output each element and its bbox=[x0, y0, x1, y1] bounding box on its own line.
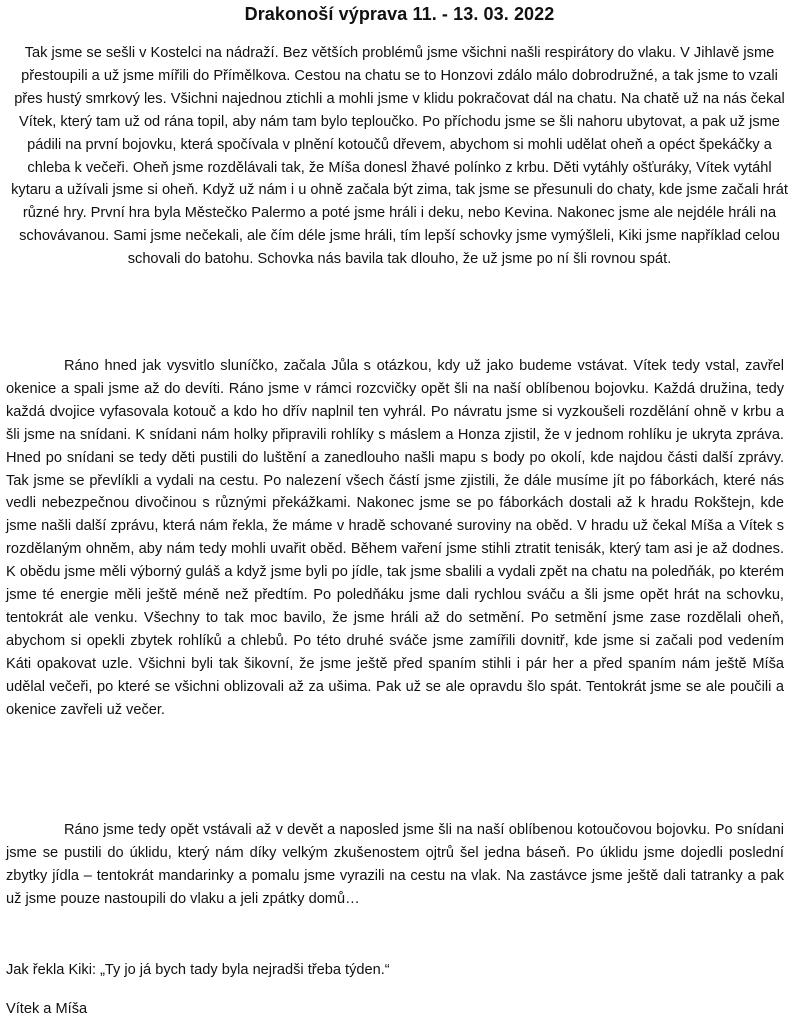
paragraph-departure: Ráno jsme tedy opět vstávali až v devět a naposled jsme šli na naší oblíbenou kotoučovou bojovku. Po snídani jsme se pustili do úklidu, který nám díky velkým zkušenostem ojtrů šel jedna báseň. Po úklidu jsme dojedli poslední zbytky jídla – tentokrát mandarinky a pomalu jsme vyrazili na cestu na vlak. Na zastávce jsme ještě dali tatranky a pak už jsme pouze nastoupili do vlaku a jeli zpátky domů… bbox=[6, 822, 784, 907]
signature: Vítek a Míša bbox=[6, 1001, 88, 1017]
document-title: Drakonoší výprava 11. - 13. 03. 2022 bbox=[244, 4, 555, 24]
paragraph-arrival: Tak jsme se sešli v Kostelci na nádraží. Bez větších problémů jsme všichni našli respirátory do vlaku. V Jihlavě jsme přestoupili a už jsme mířili do Přímělkova. Cestou na chatu se to Honzovi zdálo málo dobrodružné, a tak jsme to vzali přes hustý smrkový les. Všichni najednou ztichli a mohli jsme v klidu pokračovat dál na chatu. Na chatě už na nás čekal Vítek, který tam už od rána topil, aby nám tam bylo teploučko. Po příchodu jsme se šli nahoru ubytovat, a pak už jsme pádili na první bojovku, která spočívala v plnění kotoučů dřevem, abychom si mohli udělat oheň a opéct špekáčky a chleba k večeři. Oheň jsme rozdělávali tak, že Míša donesl žhavé polínko z krbu. Děti vytáhly ošťuráky, Vítek vytáhl kytaru a užívali jsme si oheň. Když už nám i u ohně začala být zima, tak jsme se přesunuli do chaty, kde jsme začali hrát různé hry. První hra byla Městečko Palermo a poté jsme hráli i deku, nebo Kevina. Nakonec jsme ale nejdéle hráli na schovávanou. Sami jsme nečekali, ale čím déle jsme hráli, tím lepší schovky jsme vymýšleli, Kiki jsme například celou schovali do batohu. Schovka nás bavila tak dlouho, že už jsme po ní šli rovnou spát. bbox=[11, 45, 788, 268]
quote-kiki: Jak řekla Kiki: „Ty jo já bych tady byla nejradši třeba týden.“ bbox=[6, 962, 390, 978]
paragraph-second-day: Ráno hned jak vysvitlo sluníčko, začala Jůla s otázkou, kdy už jako budeme vstávat. Vítek tedy vstal, zavřel okenice a spali jsme až do devíti. Ráno jsme v rámci rozcvičky opět šli na naší oblíbenou bojovku. Každá družina, tedy každá dvojice vyfasovala kotouč a kdo ho dřív naplnil ten vyhrál. Po návratu jsme si vyzkoušeli rozdělání ohně v krbu a šli jsme na snídani. K snídani nám holky připravili rohlíky s máslem a Honza zjistil, že v jednom rohlíku je ukryta zpráva. Hned po snídani se tedy děti pustili do luštění a zanedlouho našli mapu s body po okolí, kde najdou části další zprávy. Tak jsme se převlíkli a vydali na cestu. Po nalezení všech částí jsme zjistili, že dále musíme jít po fáborkách, které nás vedli nebezpečnou divočinou s různými překážkami. Nakonec jsme se po fáborkách dostali až k hradu Rokštejn, kde jsme našli další zprávu, která nám řekla, že máme v hradě schované suroviny na oběd. V hradu už čekal Míša a Vítek s rozdělaným ohněm, aby nám tedy mohli uvařit oběd. Během vaření jsme stihli ztratit tenisák, který tam asi je až dodnes. K obědu jsme měli výborný guláš a když jsme byli po jídle, tak jsme sbalili a vydali zpět na chatu na poledňák, po kterém jsme té energie měli ještě méně než předtím. Po poledňáku jsme dali rychlou sváču a šli jsme opět hrát na schovku, tentokrát ale venku. Všechny to tak moc bavilo, že jsme hráli až do setmění. Po setmění jsme zase rozdělali oheň, abychom si opekli zbytek rohlíků a chlebů. Po této druhé sváče jsme zamířili dovnitř, kde jsme si začali pod vedením Káti opakovat uzle. Všichni byli tak šikovní, že jsme ještě před spaním stihli i pár her a před spaním nám ještě Míša udělal večeři, po které se všichni oblizovali až za ušima. Pak už se ale opravdu šlo spát. Tentokrát jsme se ale poučili a okenice zavřeli už večer. bbox=[6, 358, 784, 718]
